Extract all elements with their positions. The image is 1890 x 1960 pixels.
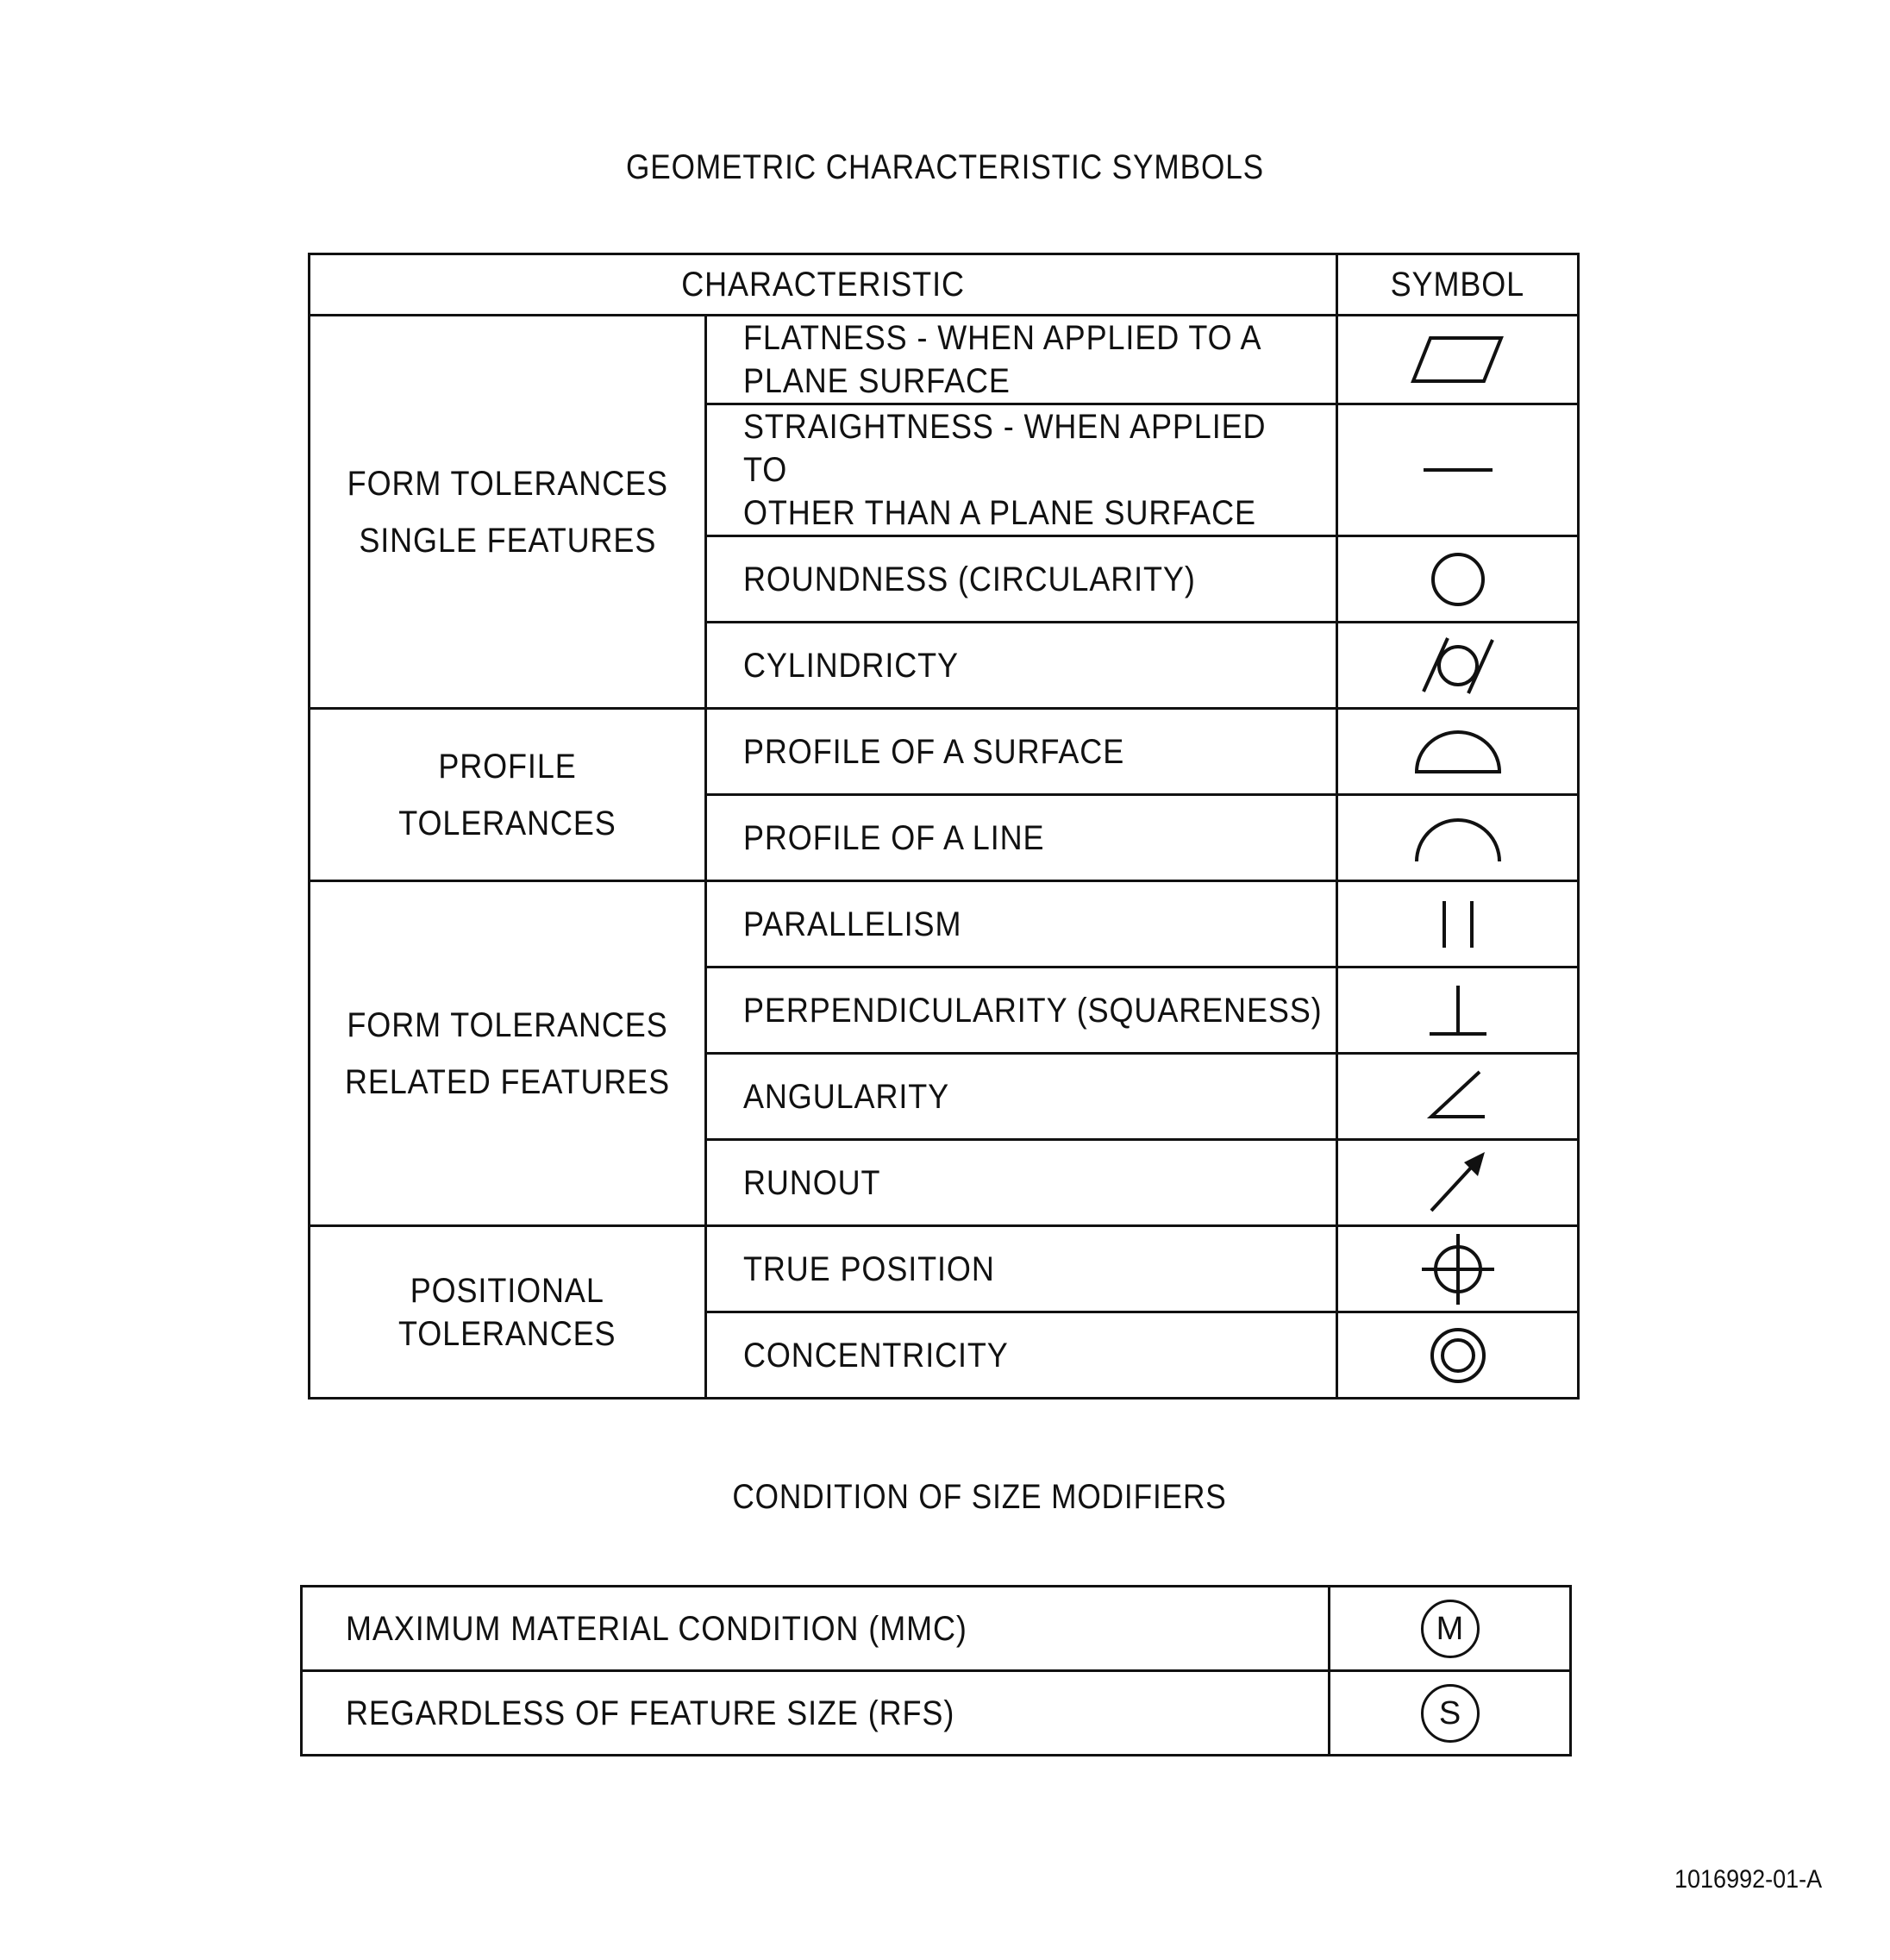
flatness-icon: [1337, 316, 1579, 404]
table-row: [302, 1671, 1571, 1756]
group-positional: POSITIONAL TOLERANCES: [310, 1226, 706, 1399]
document-number: 1016992-01-A: [1674, 1865, 1823, 1894]
characteristic-cell: CONCENTRICITY: [706, 1312, 1337, 1399]
straightness-icon: [1337, 404, 1579, 536]
parallelism-icon: [1337, 881, 1579, 967]
page-title: GEOMETRIC CHARACTERISTIC SYMBOLS: [625, 148, 1265, 186]
runout-icon: [1337, 1140, 1579, 1226]
characteristic-cell: PROFILE OF A SURFACE: [706, 709, 1337, 795]
symbol-header: SYMBOL: [1337, 254, 1579, 316]
characteristic-symbols-table: [308, 253, 1580, 1400]
cylindricity-icon: [1337, 623, 1579, 709]
modifier-label: MAXIMUM MATERIAL CONDITION (MMC): [302, 1587, 1330, 1671]
table-row: [310, 709, 1579, 795]
concentricity-icon: [1337, 1312, 1579, 1399]
group-form-single: FORM TOLERANCES SINGLE FEATURES: [310, 316, 706, 709]
profile-line-icon: [1337, 795, 1579, 881]
characteristic-cell: CYLINDRICTY: [706, 623, 1337, 709]
roundness-icon: [1337, 536, 1579, 623]
characteristic-cell: PARALLELISM: [706, 881, 1337, 967]
characteristic-cell: ANGULARITY: [706, 1054, 1337, 1140]
characteristic-cell: TRUE POSITION: [706, 1226, 1337, 1312]
profile-surface-icon: [1337, 709, 1579, 795]
group-profile: PROFILE TOLERANCES: [310, 709, 706, 881]
modifier-label: REGARDLESS OF FEATURE SIZE (RFS): [302, 1671, 1330, 1756]
characteristic-header: CHARACTERISTIC: [310, 254, 1337, 316]
modifiers-table: [300, 1585, 1572, 1756]
characteristic-cell: ROUNDNESS (CIRCULARITY): [706, 536, 1337, 623]
characteristic-cell: PROFILE OF A LINE: [706, 795, 1337, 881]
circled-s-icon: S: [1330, 1671, 1571, 1756]
modifiers-title: CONDITION OF SIZE MODIFIERS: [732, 1478, 1227, 1516]
characteristic-cell: STRAIGHTNESS - WHEN APPLIED TO OTHER THAN A PLANE SURFACE: [706, 404, 1337, 536]
table-row: [302, 1587, 1571, 1671]
table-header-row: [310, 254, 1579, 316]
angularity-icon: [1337, 1054, 1579, 1140]
circled-m-icon: M: [1330, 1587, 1571, 1671]
table-row: [310, 881, 1579, 967]
table-row: [310, 316, 1579, 404]
characteristic-cell: RUNOUT: [706, 1140, 1337, 1226]
group-form-related: FORM TOLERANCES RELATED FEATURES: [310, 881, 706, 1226]
characteristic-cell: PERPENDICULARITY (SQUARENESS): [706, 967, 1337, 1054]
characteristic-cell: FLATNESS - WHEN APPLIED TO A PLANE SURFACE: [706, 316, 1337, 404]
true-position-icon: [1337, 1226, 1579, 1312]
table-row: [310, 1226, 1579, 1312]
